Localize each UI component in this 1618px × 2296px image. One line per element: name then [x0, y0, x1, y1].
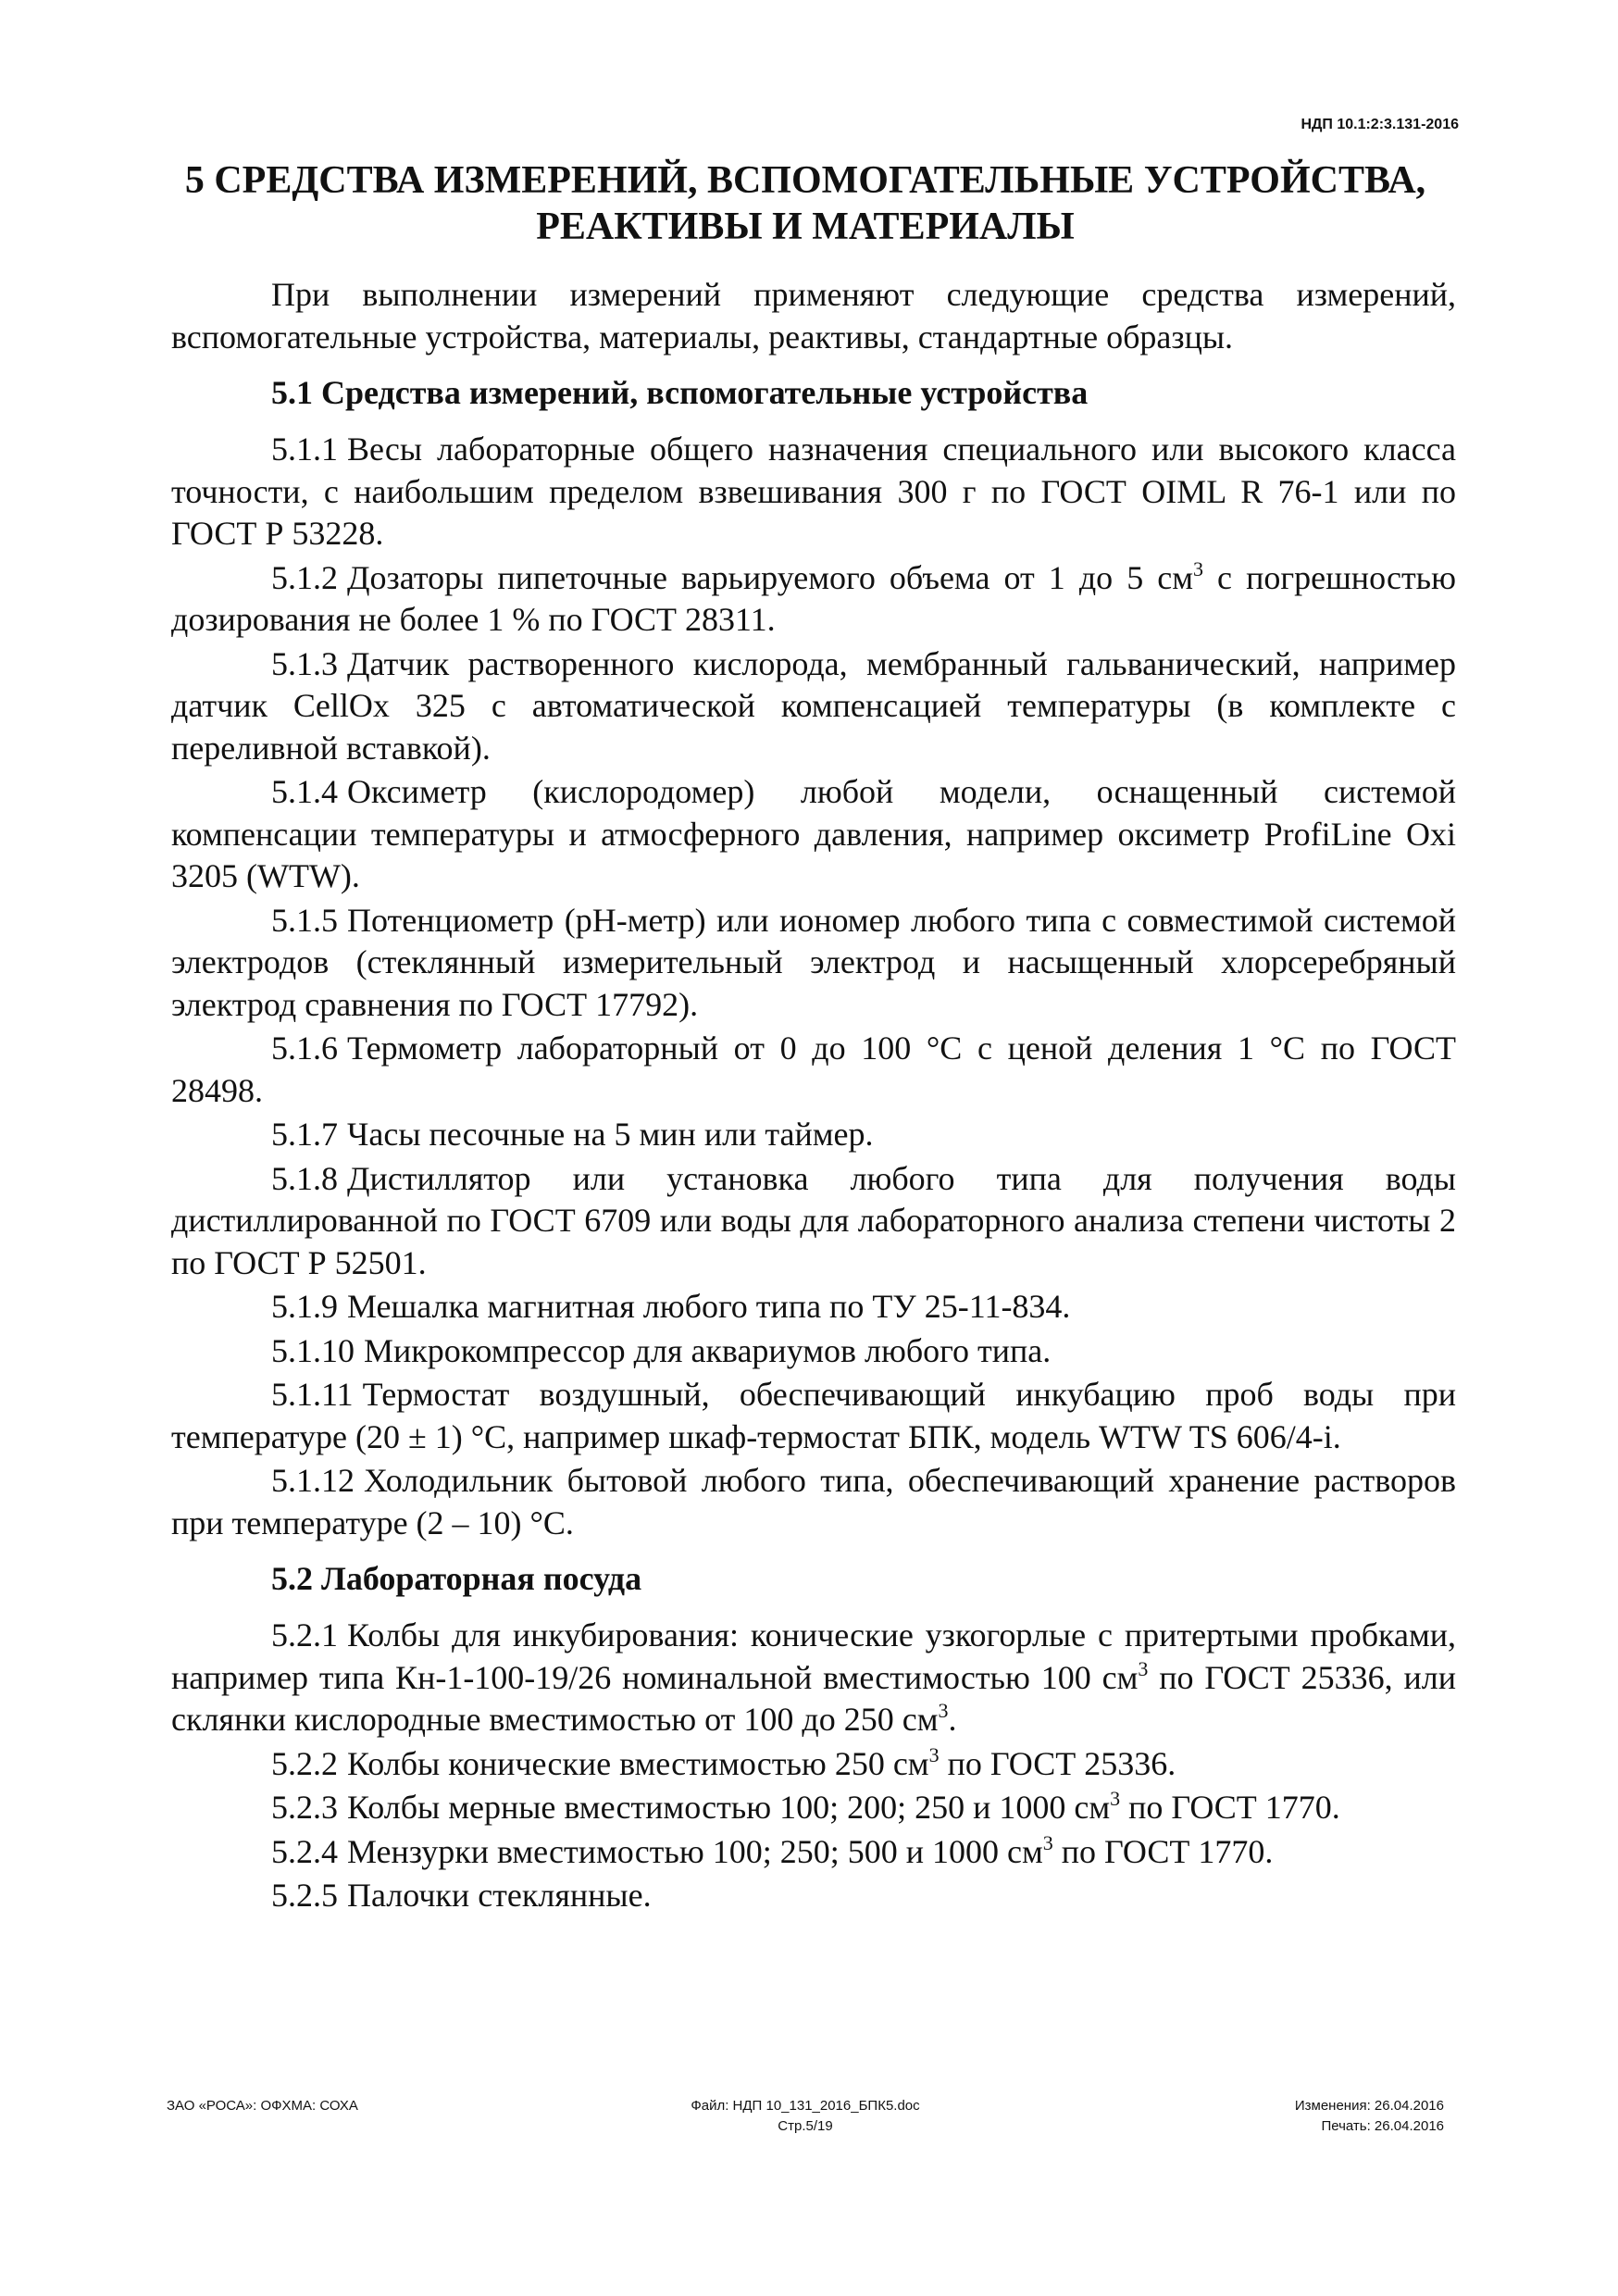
footer-file-name: Файл: НДП 10_131_2016_БПК5.doc: [691, 2098, 920, 2114]
item-number: 5.1.5: [271, 901, 338, 939]
item-text: Мензурки вместимостью 100; 250; 500 и 1000 см: [347, 1832, 1043, 1870]
intro-paragraph: При выполнении измерений применяют следующие средства измерений, вспомогательные устройства, материалы, реактивы, стандартные образцы.: [171, 276, 1456, 356]
item-text: Колбы конические вместимостью 250 см: [347, 1744, 929, 1782]
document-code: НДП 10.1:2:3.131-2016: [1301, 117, 1459, 132]
item-text: Потенциометр (рН-метр) или иономер любого типа с совместимой системой электродов (стеклянный измерительный электрод и насыщенный хлорсеребряный электрод сравнения по ГОСТ 17792).: [171, 901, 1456, 1023]
item-5-2-2: [171, 1743, 1456, 1786]
item-text: Колбы мерные вместимостью 100; 200; 250 и 1000 см: [347, 1789, 1111, 1826]
item-number: 5.1.7: [271, 1116, 338, 1153]
item-text-tail: по ГОСТ 1770.: [1052, 1832, 1274, 1870]
item-text: Датчик растворенного кислорода, мембранный гальванический, например датчик CellOx 325 с автоматической компенсацией температуры (в комплекте с переливной вставкой).: [171, 644, 1456, 767]
item-5-1-3: [171, 643, 1456, 770]
footer-file-info: [167, 2096, 1444, 2137]
item-text: Холодильник бытовой любого типа, обеспечивающий хранение растворов при температуре (2 – 10) °С.: [171, 1462, 1456, 1541]
item-text-tail: .: [948, 1701, 957, 1738]
item-5-1-9: [171, 1286, 1456, 1329]
item-number: 5.2.3: [271, 1789, 338, 1826]
item-text: Мешалка магнитная любого типа по ТУ 25-11-834.: [347, 1288, 1071, 1325]
superscript: 3: [1042, 1830, 1053, 1854]
item-text: Термостат воздушный, обеспечивающий инкубацию проб воды при температуре (20 ± 1) °С, например шкаф-термостат БПК, модель WTW TS 606/4-i.: [171, 1376, 1456, 1455]
item-5-2-3: [171, 1787, 1456, 1829]
item-number: 5.1.6: [271, 1029, 338, 1067]
item-5-2-5: [171, 1875, 1456, 1917]
item-text: Микрокомпрессор для аквариумов любого типа.: [364, 1331, 1052, 1369]
item-text: Палочки стеклянные.: [347, 1877, 652, 1914]
item-text: Колбы для инкубирования: конические узкогорлые с притертыми пробками, например типа Кн-1-100-19/26 номинальной вместимостью 100 см: [171, 1616, 1456, 1696]
item-number: 5.1.1: [271, 430, 338, 468]
item-5-1-2: [171, 557, 1456, 642]
item-number: 5.2.1: [271, 1616, 338, 1653]
item-text: Дозаторы пипеточные варьируемого объема от 1 до 5 см: [347, 558, 1193, 596]
item-text: Термометр лабораторный от 0 до 100 °С с ценой деления 1 °С по ГОСТ 28498.: [171, 1029, 1456, 1109]
item-number: 5.1.9: [271, 1288, 338, 1325]
section-title-line-1: 5 СРЕДСТВА ИЗМЕРЕНИЙ, ВСПОМОГАТЕЛЬНЫЕ УСТРОЙСТВА,: [184, 159, 1426, 202]
item-5-1-7: [171, 1114, 1456, 1156]
item-5-1-12: [171, 1460, 1456, 1544]
document-body: [171, 274, 1456, 1919]
superscript: 3: [1193, 556, 1203, 580]
item-number: 5.1.8: [271, 1159, 338, 1197]
item-number: 5.2.4: [271, 1832, 338, 1870]
footer-page-number: Стр.5/19: [778, 2118, 833, 2134]
footer-changed-date: Изменения: 26.04.2016: [1294, 2098, 1444, 2114]
superscript: 3: [928, 1742, 940, 1766]
subsection-heading-5-2: 5.2 Лабораторная посуда: [271, 1560, 642, 1597]
item-text: Весы лабораторные общего назначения специального или высокого класса точности, с наибольшим пределом взвешивания 300 г по ГОСТ OIML R 76-1 или по ГОСТ Р 53228.: [171, 430, 1456, 552]
item-5-1-5: [171, 900, 1456, 1027]
item-text-tail: с погрешностью дозирования не более 1 % по ГОСТ 28311.: [171, 558, 1456, 638]
item-text-tail: по ГОСТ 1770.: [1120, 1789, 1340, 1826]
item-number: 5.1.12: [271, 1462, 355, 1499]
subsection-heading-5-1: 5.1 Средства измерений, вспомогательные устройства: [271, 374, 1089, 411]
item-number: 5.1.2: [271, 558, 338, 596]
footer-organization: ЗАО «РОСА»: ОФХМА: СОХА: [167, 2098, 358, 2114]
item-number: 5.1.10: [271, 1331, 355, 1369]
superscript: 3: [938, 1699, 949, 1722]
item-text-mid: по ГОСТ 25336, или склянки кислородные вместимостью от 100 до 250 см: [171, 1658, 1456, 1738]
item-text-tail: по ГОСТ 25336.: [939, 1744, 1176, 1782]
item-5-1-8: [171, 1158, 1456, 1285]
item-number: 5.1.11: [271, 1376, 354, 1413]
item-5-1-11: [171, 1374, 1456, 1458]
section-title: [139, 157, 1472, 250]
item-5-2-1: [171, 1615, 1456, 1741]
item-5-1-10: [171, 1330, 1456, 1373]
item-text: Часы песочные на 5 мин или таймер.: [347, 1116, 874, 1153]
item-number: 5.1.3: [271, 644, 338, 682]
superscript: 3: [1138, 1656, 1149, 1680]
item-5-1-6: [171, 1028, 1456, 1112]
item-text: Оксиметр (кислородомер) любой модели, оснащенный системой компенсации температуры и атмосферного давления, например оксиметр ProfiLine Oxi 3205 (WTW).: [171, 773, 1456, 894]
item-number: 5.2.5: [271, 1877, 338, 1914]
superscript: 3: [1110, 1787, 1121, 1810]
item-number: 5.2.2: [271, 1744, 338, 1782]
section-title-line-2: РЕАКТИВЫ И МАТЕРИАЛЫ: [536, 206, 1075, 248]
item-5-1-1: [171, 429, 1456, 555]
item-5-2-4: [171, 1831, 1456, 1874]
footer-dates: [1295, 2096, 1444, 2137]
item-5-1-4: [171, 771, 1456, 898]
item-text: Дистиллятор или установка любого типа для получения воды дистиллированной по ГОСТ 6709 или воды для лабораторного анализа степени чистоты 2 по ГОСТ Р 52501.: [171, 1159, 1456, 1281]
item-number: 5.1.4: [271, 773, 338, 810]
footer-printed-date: Печать: 26.04.2016: [1321, 2118, 1444, 2134]
